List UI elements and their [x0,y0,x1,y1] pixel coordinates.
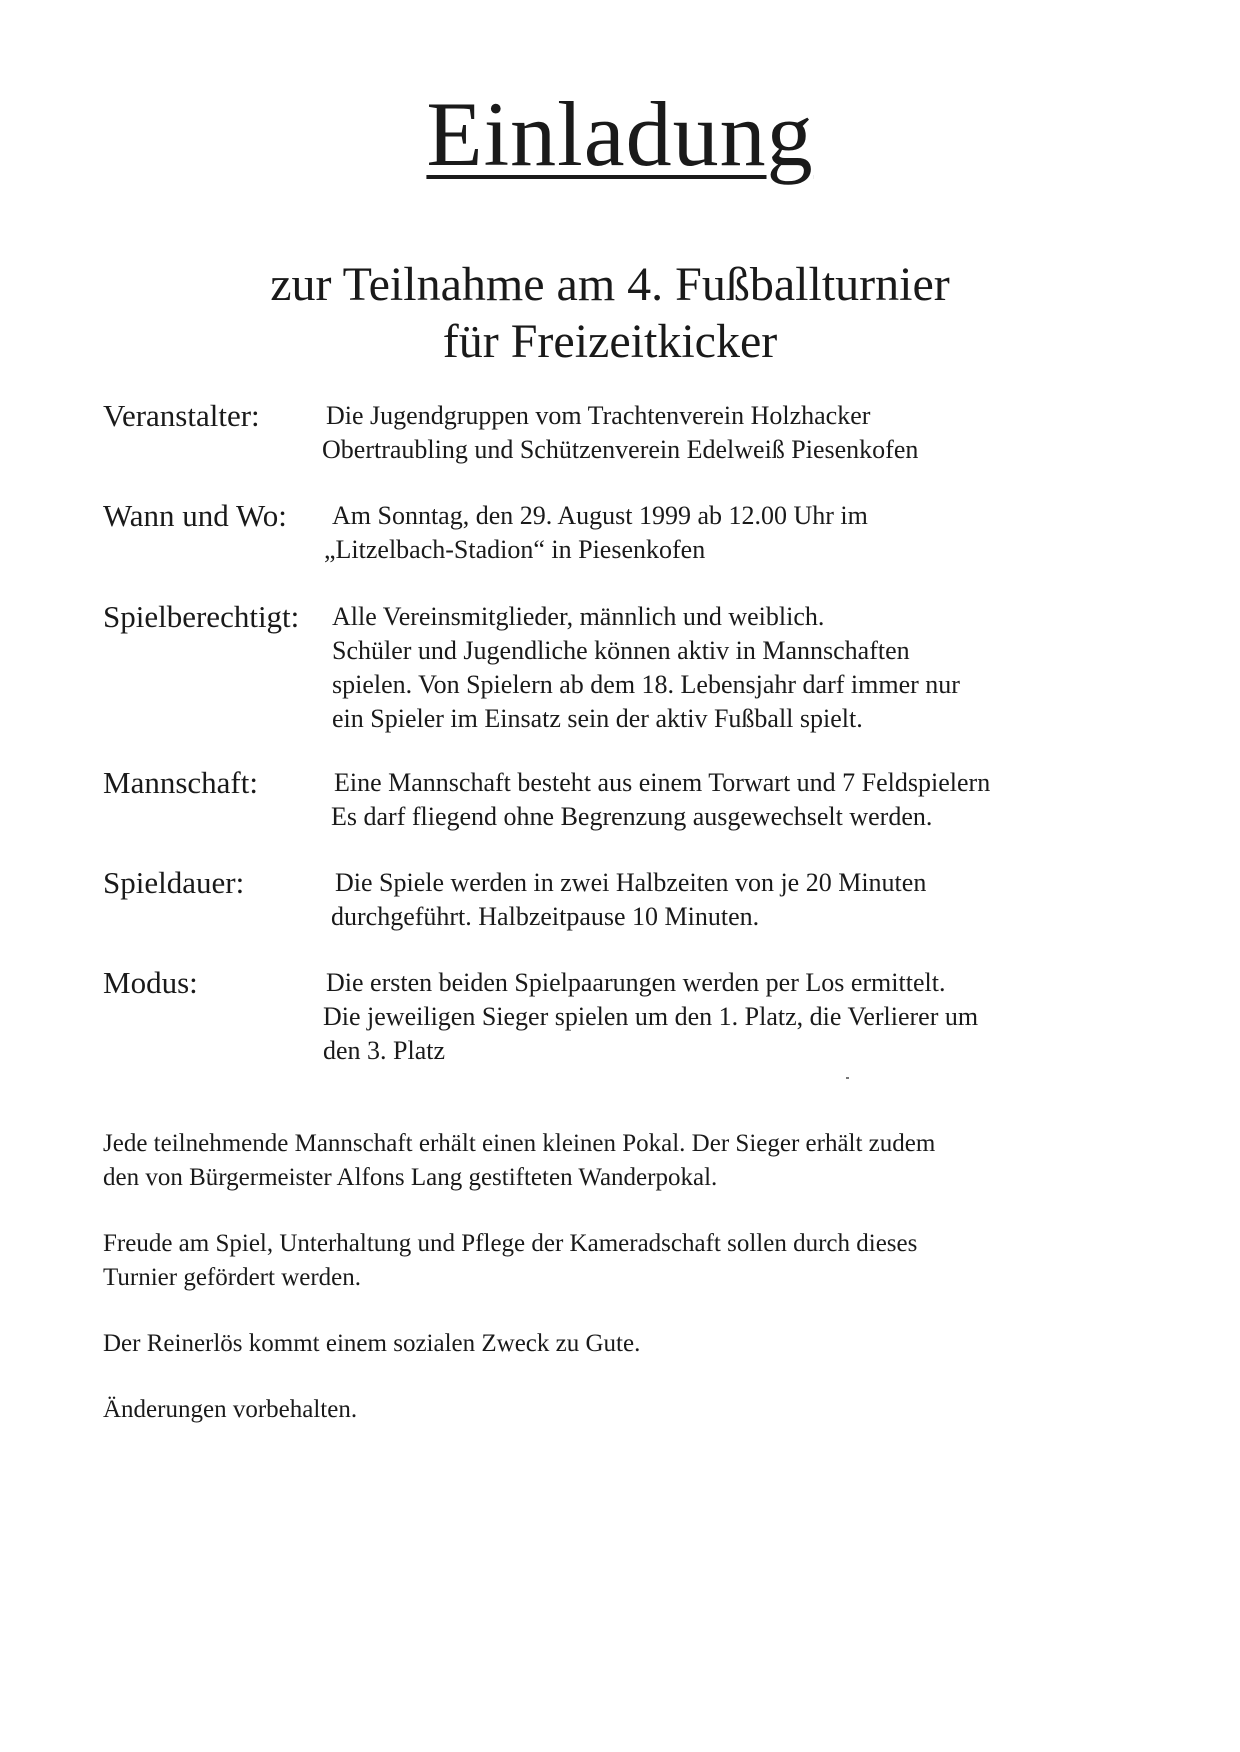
detail-label-when-where: Wann und Wo: [103,498,287,533]
paragraph-line: Jede teilnehmende Mannschaft erhält einen kleinen Pokal. Der Sieger erhält zudem [103,1130,936,1157]
detail-value-when-where [324,499,868,567]
paragraph-line: Turnier gefördert werden. [103,1264,362,1291]
detail-label-mode: Modus: [103,965,198,1000]
detail-label-duration: Spieldauer: [103,865,245,900]
paragraph-trophy [103,1127,1143,1195]
paragraph-line: den von Bürgermeister Alfons Lang gestifteten Wanderpokal. [103,1164,718,1191]
detail-line: Alle Vereinsmitglieder, männlich und weiblich. [332,602,825,631]
paragraph-changes [103,1393,1143,1427]
detail-line: ein Spieler im Einsatz sein der aktiv Fußball spielt. [332,704,863,733]
detail-line: Schüler und Jugendliche können aktiv in Mannschaften [332,636,910,665]
detail-value-duration [331,866,927,934]
subtitle-line-2: für Freizeitkicker [442,315,778,368]
detail-line: „Litzelbach-Stadion“ in Piesenkofen [324,535,706,564]
detail-line: Obertraubling und Schützenverein Edelweiß Piesenkofen [322,435,919,464]
detail-value-eligibility [332,600,960,736]
detail-line: Die jeweiligen Sieger spielen um den 1. Platz, die Verlierer um [323,1002,979,1031]
detail-line: Eine Mannschaft besteht aus einem Torwart und 7 Feldspielern [334,768,991,797]
detail-line: Am Sonntag, den 29. August 1999 ab 12.00 Uhr im [332,501,868,530]
detail-line: Es darf fliegend ohne Begrenzung ausgewechselt werden. [331,802,933,831]
detail-value-organizer [322,399,919,467]
detail-label-eligibility: Spielberechtigt: [103,599,300,634]
page-title [0,83,1240,185]
detail-line: Die ersten beiden Spielpaarungen werden per Los ermittelt. [326,968,946,997]
page-title-text: Einladung [426,83,814,185]
detail-line: Die Spiele werden in zwei Halbzeiten von je 20 Minuten [335,868,927,897]
page-subtitle [0,256,1220,370]
subtitle-line-1: zur Teilnahme am 4. Fußballturnier [270,258,950,311]
scan-speck [846,1077,849,1079]
detail-line: durchgeführt. Halbzeitpause 10 Minuten. [331,902,760,931]
detail-line: spielen. Von Spielern ab dem 18. Lebensjahr darf immer nur [332,670,960,699]
paragraph-line: Freude am Spiel, Unterhaltung und Pflege der Kameradschaft sollen durch dieses [103,1230,918,1257]
detail-value-mode [323,966,979,1068]
detail-line: den 3. Platz [323,1036,446,1065]
paragraph-line: Änderungen vorbehalten. [103,1396,358,1423]
detail-label-team: Mannschaft: [103,765,258,800]
detail-value-team [331,766,991,834]
paragraph-purpose [103,1227,1143,1295]
detail-label-organizer: Veranstalter: [103,398,260,433]
paragraph-line: Der Reinerlös kommt einem sozialen Zweck zu Gute. [103,1330,641,1357]
paragraph-proceeds [103,1327,1143,1361]
detail-line: Die Jugendgruppen vom Trachtenverein Holzhacker [326,401,871,430]
